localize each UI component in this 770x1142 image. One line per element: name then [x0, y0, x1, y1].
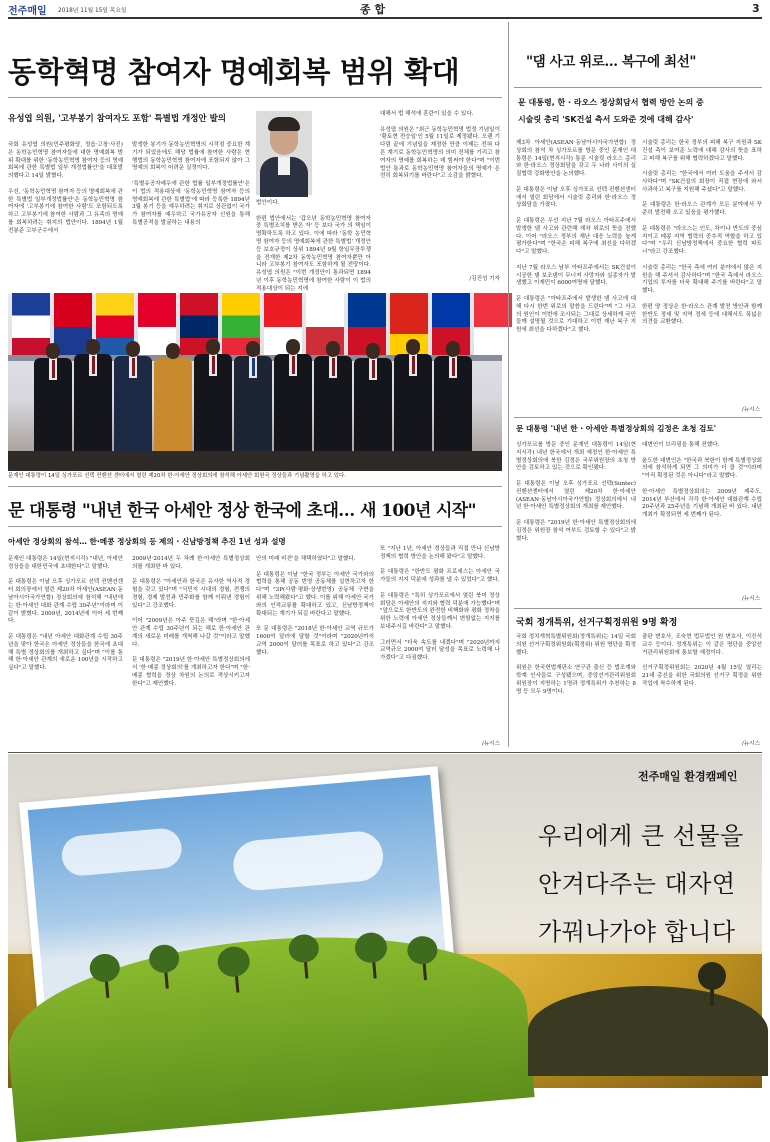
section-name: 종 합	[360, 3, 386, 16]
article3-col2: 2009년·2014년 두 차례 한·아세안 특별정상회의를 개최한 바 있다. 문 대통령은 "아세안과 한국은 유사한 역사적 경험을 갖고 있다"며 "식민지 시대의 경험, 전쟁의 경험, 경제 발전과 민주화를 함께 이뤄낸 경험이 있다"고 강조했다. 이어 "2009년은 아주 뜻깊은 해"라며 "한·아세안 관계 수립 30주년이 되는 해로 한·아세안 관계의 새로운 미래를 개척해 나갈 것"이라고 말했다. 문 대통령은 "2019년 한·아세안 특별정상회의에서 '한·메콩 정상회의'를 개최하고자 한다"며 "한·메콩 협력을 정상 차원의 논의로 격상시키고자 한다"고 제안했다.	[132, 556, 250, 687]
article2-sub2: 시술릿 총리 'SK건설 측서 도와준 것에 대해 감사'	[518, 115, 694, 124]
issue-date: 2018년 11월 15일 목요일	[58, 8, 127, 14]
article1-byline: /김진성 기자	[469, 276, 500, 282]
article3-rule	[8, 526, 502, 527]
article3-subheadline-text: 아세안 정상회의 참석… 한·메콩 정상회의 등 제의 · 신남방정책 추진 1년 성과 설명	[8, 537, 286, 546]
article2-col2: 시술릿 총리는 한국 정부의 피해 복구 지원과 SK건설 측이 보여준 노력에 대해 감사의 뜻을 표하고 피해 복구를 위해 협력하겠다고 말했다. 시술릿 총리는 "한국에서 여러 도움을 주셔서 감사하다"며 "SK건설의 회장이 직접 현장에 와서 사과하고 복구를 지원해 주셨다"고 말했다. 문 대통령은 한·라오스 관계가 모든 분야에서 꾸준히 발전해 오고 있음을 평가했다. 문 대통령은 "라오스는 인도, 차이나 반도의 중심지이고 메콩 지역 협력의 중추적 역할을 하고 있다"며 "우리 신남방정책에서 중요한 협력 파트너"라고 강조했다. 시술릿 총리는 "한국 측에 여러 분야에서 많은 지원을 해 주셔서 감사하다"며 "한국 측에서 라오스 기업의 투자를 더욱 확대해 주기를 바란다"고 말했다. 한편 양 정상은 한·라오스 관계 발전 방안과 함께 한반도 정세 및 지역 정세 등에 대해서도 폭넓은 의견을 교환했다.	[642, 140, 762, 326]
article3-col1: 문재인 대통령은 14일(현지시각) "내년, 아세안 정상들을 대한민국에 초대한다"고 말했다. 문 대통령은 이날 오후 싱가포르 선텍 컨벤션센터 회의장에서 열린 제20차 아세안(ASEAN·동남아시아국가연합) 정상회의에 참석해 "내년에는 한·아세안 대화 관계 수립 30주년"이라며 이같이 밝혔다. 2009년, 2014년에 이어 세 번째다. 문 대통령은 "내년 아세안 대화관계 수립 30주년을 맞아 한국은 아세안 정상들을 한국에 초대해 특별 정상회의를 개최하고 싶다"며 "이를 통해 한·아세안 관계의 새로운 100년을 시작하고 싶다"고 말했다.	[8, 556, 123, 672]
article5-col2: 출판 변호사, 조숙현 법무법인 원 변호사, 이진석 교수 등이다. 정개특위는 이 같은 명단을 중앙선거관리위원회에 통보할 예정이다. 선거구획정위원회는 2020년 4월 15일 열리는 21대 총선을 위한 국회의원 선거구 획정을 위한 작업에 착수하게 된다.	[642, 634, 762, 687]
article1-headline: 동학혁명 참여자 명예회복 범위 확대	[8, 55, 460, 89]
article4-col1: 싱가포르를 방문 중인 문재인 대통령이 14일(현지시각) 내년 한국에서 개최 예정인 한·아세안 특별정상회의에 북한 김정은 국무위원장의 초청 방안을 검토하고 있는 것으로 확인됐다. 문 대통령은 이날 오후 싱가포르 선텍(Suntec) 컨벤션센터에서 열린 제20차 한·아세안(ASEAN·동남아시아국가연합) 정상회의에서 내년 한·아세안 특별정상회의 개최를 제안했다. 문 대통령은 "2019년 한·아세안 특별정상회의에 김정은 위원장 참석 여부도 검토할 수 있다"고 밝혔다.	[516, 442, 636, 542]
article1-col2: 발생한 봉기가 동학농민혁명의 시작점 중요한 계기가 되었음에도 해당 법률에 참여한 사람은 현행법의 동학농민혁명 참여자에 포함되지 않아 그 명예의 회복이 어려운 실정이다. '특별유공자예우에 관한 법률 일부개정법률안'은 이 법의 적용대상에 '동학농민혁명 참여자 등의 명예회복에 관한 특별법'에 따라 등록한 1894년 3월 봉기 등을 예우하려는 취지로 상관없이 국가가 참여자를 예우하고 국가유공자 신원을 통해 특별공적을 발굴하는 내용의	[132, 142, 250, 226]
article1-col4: 대해서 법 해석에 혼란이 있을 수 있다. 유성엽 의원은 "최근 동학농민혁명 법정 기념일이 '황토현 전승일'인 5월 11일로 제정됐다. 오랜 기다림 끝에 기념일을 제정한 만큼 이제는 전혀 다른 계기로 동학농민혁명의 의미 전체를 기리고 참여자의 명예를 회복하는 데 힘써야 한다"며 "이번 법안 통과로 동학농민혁명 참여자들의 명예가 온전히 회복되기를 바란다"고 소감을 밝혔다.	[380, 111, 500, 180]
article4-col2: 대변인이 브리핑을 통해 전했다. 윤도한 대변인은 "한국과 북한이 함께 특별정상회의에 참석하게 되면 그 의미가 더 클 것"이라며 "아직 확정된 것은 아니다"라고 말했다. 한·아세안 특별정상회의는 2009년 제주도, 2014년 부산에서 각각 한·아세안 대화관계 수립 20주년과 25주년을 기념해 개최된 바 있다. 내년 개최가 확정되면 세 번째가 된다.	[642, 442, 762, 519]
campaign-line2: 안겨다주는 대자연	[538, 870, 736, 898]
article3-col3: 안의 미래 비전'을 채택하였다"고 말했다. 문 대통령은 이날 "한국 정부는 아세안 국가와의 협력을 통해 공동 번영 공동체를 실현하고자 한다"며 "3P(사람·평화·상생번영) 공동체 구현을 위해 노력해왔다"고 했다. 이를 위해 아세안 국가와의 인적교류를 확대하고 있고, 신남방정책이 확대되는 계기가 되길 바란다고 말했다. 또 문 대통령은 "2018년 한·아세안 교역 규모가 1600억 달러에 달할 것"이라며 "2020년까지 교역 2000억 달러를 목표로 하고 있다"고 강조했다.	[256, 556, 374, 656]
article5-col1: 국회 정치개혁특별위원회(정개특위)는 14일 국회의원 선거구획정위원회(획정위) 위원 명단을 확정했다. 위원은 한국헌법재판소 연구관 출신 등 법조계와 학계 인사들로 구성됐으며, 중앙선거관리위원회 위원장이 지명하는 1명과 정개특위가 추천하는 8명 등 모두 9명이다.	[516, 634, 636, 695]
summit-photo	[8, 293, 502, 470]
campaign-ad	[8, 754, 762, 1088]
article2-rule	[514, 87, 762, 88]
article3-top-rule	[8, 486, 502, 487]
article3-col4: 또 "지난 1년, 아세안 정상들과 직접 만나 신남방정책의 협력 방안을 논의해 왔다"고 말했다. 문 대통령은 "한반도 평화 프로세스는 아세안 국가들의 지지 덕분에 성과를 낼 수 있었다"고 했다. 문 대통령은 "특히 싱가포르에서 열린 북미 정상회담은 아세안의 지지와 협력 덕분에 가능했다"며 "앞으로도 한반도의 완전한 비핵화와 평화 정착을 위한 노력에 아세안 정상들께서 변함없는 지지를 보내주시길 바란다"고 말했다. 그러면서 "더욱 속도를 내겠다"며 "2020년까지 교역규모 2000억 달러 달성을 목표로 노력해 나가겠다"고 다짐했다.	[380, 546, 500, 662]
campaign-line1: 우리에게 큰 선물을	[538, 822, 744, 850]
article1-col1: 국회 유성엽 의원(민주평화당, 정읍·고창·사진)은 동학농민혁명 참여자들에 대한 명예회복 범위 확대를 위한 '동학농민혁명 참여자 등의 명예회복에 관한 특별법 일부 개정법률안'을 대표발의했다고 14일 밝혔다. 우선, '동학농민혁명 참여자 등의 명예회복에 관한 특별법 일부개정법률안'은 동학농민혁명 참여자에 '고부봉기에 참여한 사람'도 포함되도록 하고 고부봉기에 참여한 사람과 그 유족의 명예를 회복하려는 취지의 법안이다. 1894년 1월 전봉준 고부군수에서	[8, 142, 123, 234]
article1-rule	[8, 97, 502, 98]
article5-byline: /뉴시스	[741, 741, 760, 747]
article5-title: 국회 정개특위, 선거구획정위원 9명 확정	[516, 618, 678, 628]
article1-col3-top	[316, 111, 372, 195]
article3-byline: /뉴시스	[481, 741, 500, 747]
lawmaker-photo	[256, 111, 312, 195]
photo-caption: 문재인 대통령이 14일 싱가포르 선텍 컨벤션 센터에서 열린 제20차 한·아세안 정상회의에 참석해 아세안 회원국 정상들과 기념촬영을 하고 있다.	[8, 473, 346, 479]
article4-rule	[514, 417, 762, 418]
article4-byline: /뉴시스	[741, 596, 760, 602]
ad-top-rule	[8, 752, 762, 753]
article1-col3: 법안이다. 한편 법안에서는 '갑오년 동학농민혁명 참여자 중 특별조치를 받은 자' 등 보다 국가 의 책임이 명확하도록 하고 있다. 이에 따라 '동학 농민혁명 참여자 등의 명예회복에 관한 특별법' 개정안 등 보호규정이 상위 1894년 9월 항일무장투쟁을 전개한 제2차 동학농민혁명 참여자뿐만 아니라 고부봉기 참여자도 포함하게 될 전망이다. 유성엽 의원은 "이번 개정안이 통과되면 1894년 이후 동학농민혁명에 참여한 사람이 이 법의 적용대상이 되는 지에	[256, 200, 371, 292]
header-rule	[8, 17, 762, 19]
landscape-photo-card	[19, 766, 461, 1072]
masthead-logo: 전주매일	[8, 6, 47, 17]
right-column-divider	[508, 22, 509, 747]
article3-headline: 문 대통령 "내년 한국 아세안 정상 한국에 초대… 새 100년 시작"	[8, 501, 476, 521]
article3-subheadline	[8, 536, 286, 547]
article4-title: 문 대통령 '내년 한 · 아세안 특별정상회의 김정은 초청 검토'	[516, 424, 717, 433]
article2-col1: 제3차 아세안(ASEAN·동남아시아국가연합) 정상회의 참석 차 싱가포르를 방문 중인 문재인 대통령은 14일(현지시각) 통룬 시술릿 라오스 총리와 한·라오스 정상회담을 갖고 두 나라 사이의 실질협력 강화방안을 논의했다. 문 대통령은 이날 오후 싱가포르 선텍 컨벤션센터에서 열린 회담에서 시술릿 총리와 한·라오스 정상회담을 가졌다. 문 대통령은 우선 지난 7월 라오스 아타프주에서 발생한 댐 사고와 관련해 재차 위로의 뜻을 전했다. 이어 "라오스 정부의 재난 대응 노력을 높게 평가한다"며 "한국은 피해 복구에 최선을 다하겠다"고 말했다. 지난 7월 라오스 남부 아타프주에서는 SK건설이 시공한 댐 보조댐이 무너져 사망자와 실종자가 발생했고 이재민이 6000여명에 달했다. 문 대통령은 "아타프주에서 발생한 댐 사고에 대해 다시 한번 위로의 말씀을 드린다"며 "그 사고의 원인이 이번에 조사되는 그대로 상세하게 국민들께 설명될 것으로 기대하고 이번 재난 복구 지원에 최선을 다하겠다"고 했다.	[516, 140, 636, 334]
article5-rule	[514, 608, 762, 609]
article2-byline: /뉴시스	[741, 407, 760, 413]
campaign-sponsor: 전주매일 환경캠페인	[638, 770, 738, 783]
article2-sub1: 문 대통령, 한 · 라오스 정상회담서 협력 방안 논의 중	[518, 98, 704, 107]
page-number: 3	[752, 2, 760, 15]
article1-subheadline: 유성엽 의원, '고부봉기 참여자도 포함' 특별법 개정안 발의	[8, 114, 227, 124]
article2-title: "댐 사고 위로… 복구에 최선"	[526, 54, 696, 70]
campaign-line3: 가꿔나가야 합니다	[538, 918, 736, 946]
